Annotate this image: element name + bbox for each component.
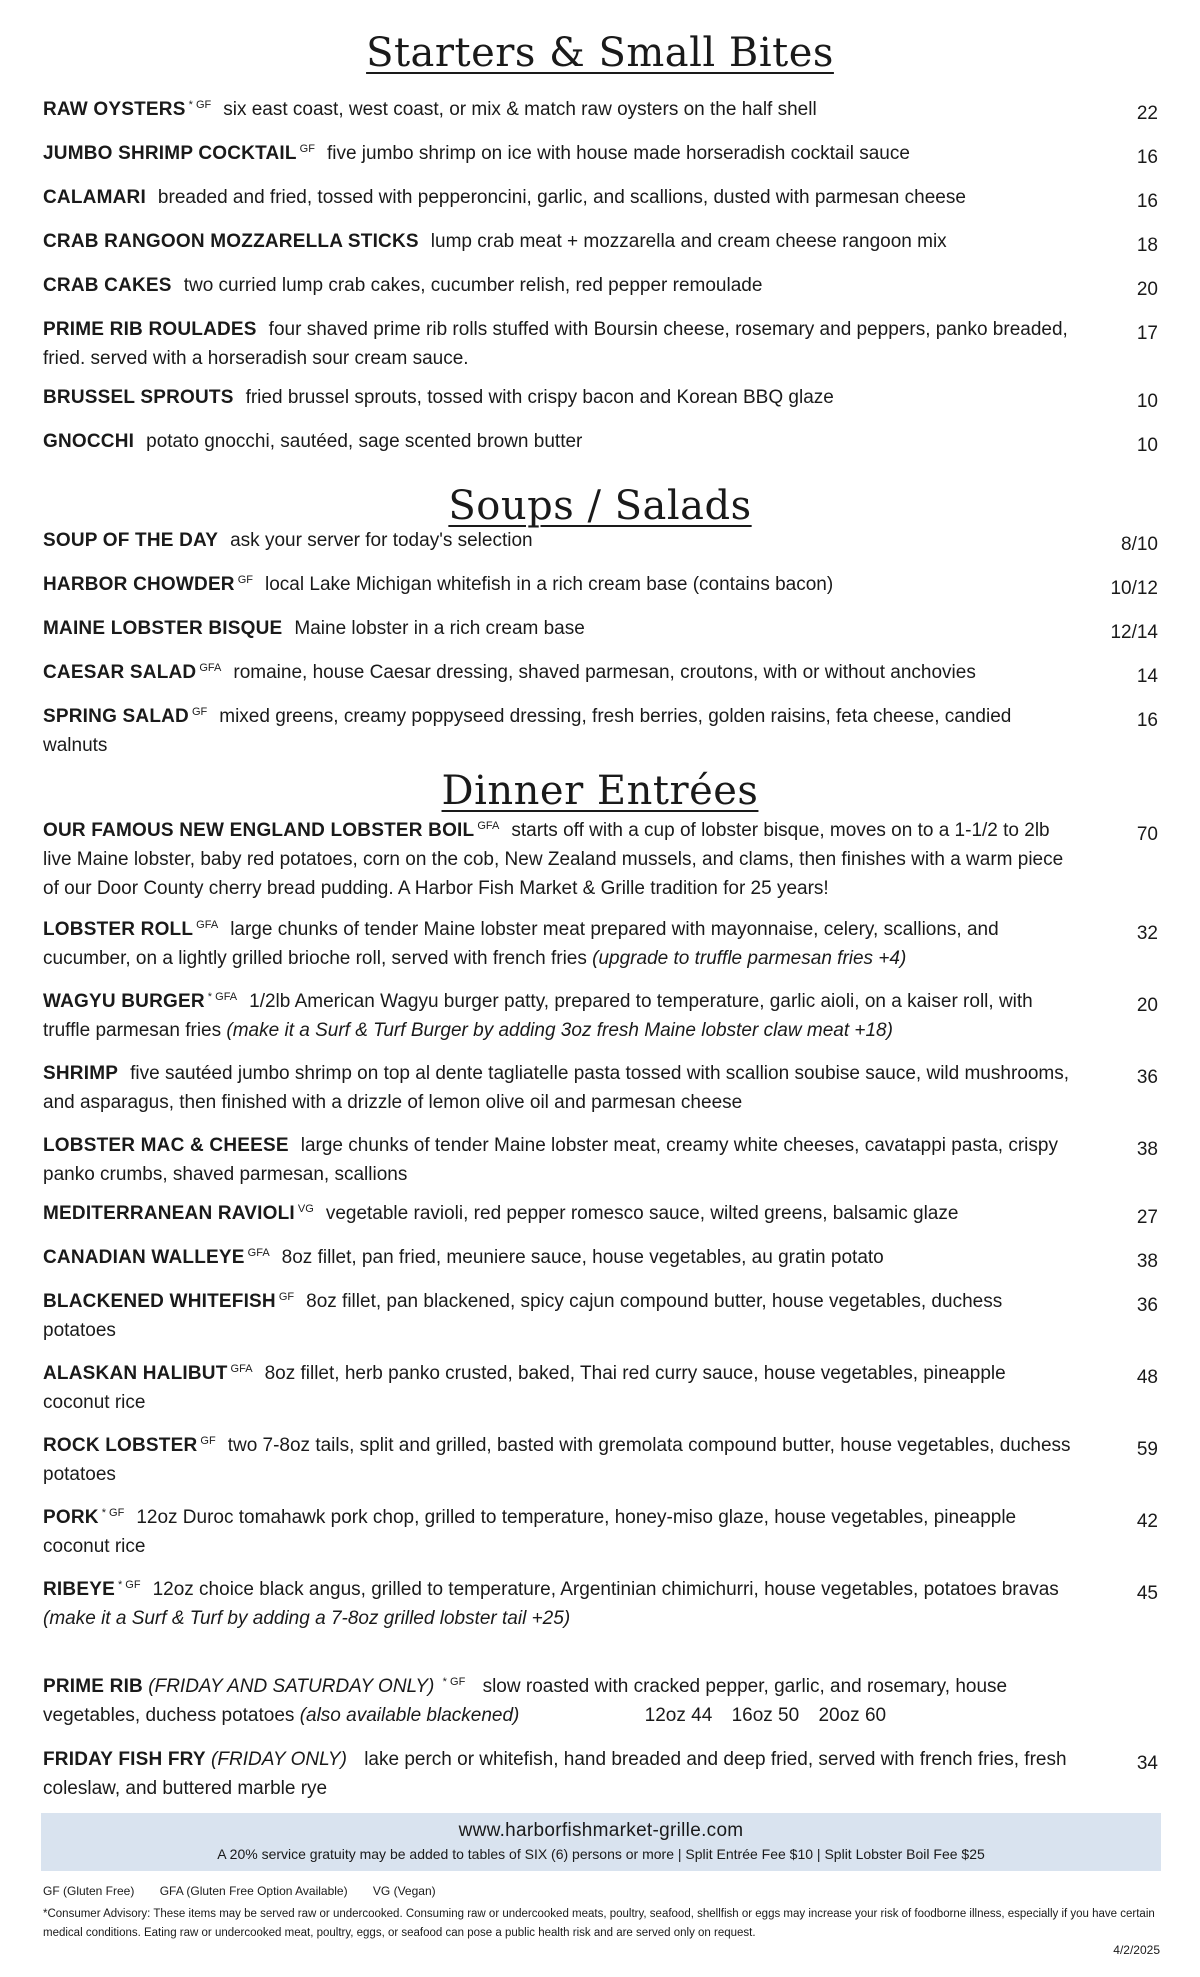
footer-info-box [41, 1813, 1161, 1871]
section-title-starters: Starters & Small Bites [366, 30, 834, 76]
item-note: (make it a Surf & Turf by adding a 7-8oz grilled lobster tail +25) [43, 1608, 571, 1629]
dietary-tag: GFA [199, 661, 222, 674]
item-name: JUMBO SHRIMP COCKTAIL [43, 143, 297, 164]
item-description: potato gnocchi, sautéed, sage scented brown butter [146, 431, 583, 452]
item-description: 8oz fillet, pan blackened, spicy cajun compound butter, house vegetables, duchess potatoes [43, 1291, 1003, 1341]
item-name: MEDITERRANEAN RAVIOLI [43, 1203, 295, 1224]
item-price: 27 [1136, 1207, 1158, 1228]
item-description: vegetable ravioli, red pepper romesco sauce, wilted greens, balsamic glaze [325, 1203, 959, 1224]
item-description: lake perch or whitefish, hand breaded and deep fried, served with french fries, fresh coleslaw, and buttered marble rye [43, 1749, 1067, 1799]
dietary-tag: GFA [196, 918, 219, 931]
item-name: ROCK LOBSTER [43, 1435, 198, 1456]
dietary-tag: * GF [101, 1506, 125, 1519]
dietary-tag: VG [297, 1202, 314, 1215]
item-name: CRAB CAKES [43, 275, 172, 296]
item-description: six east coast, west coast, or mix & match raw oysters on the half shell [223, 99, 817, 120]
menu-item [43, 315, 1158, 373]
item-description: 8oz fillet, pan fried, meuniere sauce, house vegetables, au gratin potato [281, 1247, 884, 1268]
item-description: mixed greens, creamy poppyseed dressing, fresh berries, golden raisins, feta cheese, candied walnuts [43, 706, 1012, 756]
menu-item [43, 614, 1158, 643]
dietary-legend [43, 1884, 458, 1898]
item-name: CRAB RANGOON MOZZARELLA STICKS [43, 231, 419, 252]
item-price: 48 [1136, 1367, 1158, 1388]
item-description: two curried lump crab cakes, cucumber relish, red pepper remoulade [183, 275, 763, 296]
dietary-tag: GF [278, 1290, 295, 1303]
menu-item [43, 987, 1158, 1045]
item-description: ask your server for today's selection [230, 530, 533, 551]
dietary-tag: GFA [477, 819, 500, 832]
menu-item [43, 1243, 1158, 1272]
item-price: 8/10 [1121, 534, 1158, 555]
size-price: 12oz 44 [644, 1705, 713, 1726]
item-name: OUR FAMOUS NEW ENGLAND LOBSTER BOIL [43, 820, 475, 841]
size-price: 16oz 50 [731, 1705, 800, 1726]
dietary-tag: GFA [230, 1362, 253, 1375]
menu-item [43, 1359, 1158, 1417]
item-name: CANADIAN WALLEYE [43, 1247, 245, 1268]
dietary-tag: GF [191, 705, 208, 718]
item-name: BLACKENED WHITEFISH [43, 1291, 276, 1312]
dietary-tag: GF [299, 142, 315, 155]
item-price: 38 [1136, 1251, 1158, 1272]
item-price: 70 [1136, 824, 1158, 845]
section-title-dinner-entrees: Dinner Entrées [441, 768, 759, 814]
item-description: 8oz fillet, herb panko crusted, baked, Thai red curry sauce, house vegetables, pineapple coconut rice [43, 1363, 1006, 1413]
item-description: five sautéed jumbo shrimp on top al dente tagliatelle pasta tossed with scallion soubise sauce, wild mushrooms, and asparagus, then finished with a drizzle of lemon olive oil and parmesan cheese [43, 1063, 1070, 1113]
item-description: fried brussel sprouts, tossed with crispy bacon and Korean BBQ glaze [245, 387, 834, 408]
item-name: SHRIMP [43, 1063, 119, 1084]
item-description: 1/2lb American Wagyu burger patty, prepared to temperature, garlic aioli, on a kaiser roll, with truffle parmesan fries [43, 991, 1033, 1041]
size-price: 20oz 60 [818, 1705, 887, 1726]
item-name: SOUP OF THE DAY [43, 530, 219, 551]
item-price: 20 [1136, 995, 1158, 1016]
item-name: PRIME RIB ROULADES [43, 319, 257, 340]
item-description: four shaved prime rib rolls stuffed with Boursin cheese, rosemary and peppers, panko breaded, fried. served with a horseradish sour cream sauce. [43, 319, 1068, 369]
dietary-tag: GFA [247, 1246, 270, 1259]
item-description: five jumbo shrimp on ice with house made horseradish cocktail sauce [326, 143, 910, 164]
item-description: romaine, house Caesar dressing, shaved parmesan, croutons, with or without anchovies [233, 662, 976, 683]
item-description: slow roasted with cracked pepper, garlic, and rosemary, house vegetables, duchess potatoes [43, 1676, 1008, 1726]
item-description: local Lake Michigan whitefish in a rich cream base (contains bacon) [265, 574, 834, 595]
dietary-tag: * GF [442, 1675, 466, 1688]
item-name: LOBSTER ROLL [43, 919, 194, 940]
item-name: PRIME RIB [43, 1676, 143, 1697]
item-price: 20 [1136, 279, 1158, 300]
item-description: 12oz choice black angus, grilled to temperature, Argentinian chimichurri, house vegetables, potatoes bravas [152, 1579, 1059, 1600]
item-price: 14 [1136, 666, 1158, 687]
item-name: FRIDAY FISH FRY [43, 1749, 206, 1770]
service-fee-note: A 20% service gratuity may be added to tables of SIX (6) persons or more | Split Entrée Fee $10 | Split Lobster Boil Fee $25 [217, 1846, 985, 1862]
dietary-tag: GF [200, 1434, 216, 1447]
dietary-tag: * GF [188, 98, 212, 111]
item-price: 59 [1136, 1439, 1158, 1460]
menu-item [43, 427, 1158, 456]
item-name: CALAMARI [43, 187, 146, 208]
legend-vg: VG (Vegan) [372, 1884, 436, 1898]
legend-gfa: GFA (Gluten Free Option Available) [159, 1884, 348, 1898]
menu-item [43, 271, 1158, 300]
menu-item [43, 183, 1158, 212]
item-price: 17 [1136, 323, 1158, 344]
item-price: 42 [1136, 1511, 1158, 1532]
item-price: 34 [1136, 1753, 1158, 1774]
item-name: LOBSTER MAC & CHEESE [43, 1135, 289, 1156]
consumer-advisory: *Consumer Advisory: These items may be served raw or undercooked. Consuming raw or undercooked meats, poultry, seafood, shellfish or eggs may increase your risk of foodborne illness, especially if you have certain medical conditions. Eating raw or undercooked meat, poultry, eggs, or seafood can pose a public health risk and are served only on request. [43, 1908, 1155, 1939]
menu-item [43, 227, 1158, 256]
item-qualifier: (FRIDAY ONLY) [211, 1749, 347, 1770]
menu-item [43, 95, 1158, 124]
item-price: 16 [1136, 191, 1158, 212]
item-price: 18 [1136, 235, 1158, 256]
item-price: 36 [1136, 1067, 1158, 1088]
item-price: 16 [1136, 710, 1158, 731]
menu-item-friday-fish-fry [43, 1745, 1158, 1803]
item-description: lump crab meat + mozzarella and cream cheese rangoon mix [430, 231, 947, 252]
legend-gf: GF (Gluten Free) [43, 1884, 135, 1898]
website-link[interactable]: www.harborfishmarket-grille.com [458, 1820, 744, 1841]
menu-item [43, 1575, 1158, 1633]
menu-item-prime-rib [43, 1672, 1158, 1730]
dietary-tag: GF [237, 573, 254, 586]
menu-item [43, 526, 1158, 555]
item-name: BRUSSEL SPROUTS [43, 387, 234, 408]
item-name: PORK [43, 1507, 99, 1528]
menu-item [43, 570, 1158, 599]
item-name: SPRING SALAD [43, 706, 189, 727]
item-description: starts off with a cup of lobster bisque, moves on to a 1-1/2 to 2lb live Maine lobster, baby red potatoes, corn on the cob, New Zealand mussels, and clams, then finishes with a warm piece of our Door County cherry bread pudding. A Harbor Fish Market & Grille tradition for 25 years! [43, 820, 1064, 899]
item-name: RIBEYE [43, 1579, 115, 1600]
menu-item [43, 1287, 1158, 1345]
item-description: two 7-8oz tails, split and grilled, basted with gremolata compound butter, house vegetables, duchess potatoes [43, 1435, 1071, 1485]
item-note: (make it a Surf & Turf Burger by adding 3oz fresh Maine lobster claw meat +18) [226, 1020, 893, 1041]
item-name: RAW OYSTERS [43, 99, 186, 120]
item-name: HARBOR CHOWDER [43, 574, 235, 595]
menu-item [43, 1131, 1158, 1189]
dietary-tag: * GFA [207, 990, 238, 1003]
item-price: 12/14 [1110, 622, 1158, 643]
item-name: WAGYU BURGER [43, 991, 205, 1012]
item-price: 10 [1136, 435, 1158, 456]
item-description: large chunks of tender Maine lobster meat prepared with mayonnaise, celery, scallions, and cucumber, on a lightly grilled brioche roll, served with french fries [43, 919, 999, 969]
menu-item [43, 1059, 1158, 1117]
dietary-tag: * GF [117, 1578, 141, 1591]
menu-item [43, 915, 1158, 973]
item-price: 10 [1136, 391, 1158, 412]
item-price: 45 [1136, 1583, 1158, 1604]
item-name: ALASKAN HALIBUT [43, 1363, 228, 1384]
menu-item [43, 383, 1158, 412]
item-description: 12oz Duroc tomahawk pork chop, grilled to temperature, honey-miso glaze, house vegetables, pineapple coconut rice [43, 1507, 1017, 1557]
item-description: breaded and fried, tossed with pepperoncini, garlic, and scallions, dusted with parmesan cheese [157, 187, 966, 208]
menu-item [43, 658, 1158, 687]
item-price: 36 [1136, 1295, 1158, 1316]
menu-item [43, 1431, 1158, 1489]
item-qualifier: (FRIDAY AND SATURDAY ONLY) [148, 1676, 435, 1697]
item-price: 10/12 [1110, 578, 1158, 599]
item-note: (also available blackened) [299, 1705, 520, 1726]
item-price: 16 [1136, 147, 1158, 168]
menu-item [43, 816, 1158, 903]
item-description: large chunks of tender Maine lobster meat, creamy white cheeses, cavatappi pasta, crispy panko crumbs, shaved parmesan, scallions [43, 1135, 1058, 1185]
item-description: Maine lobster in a rich cream base [294, 618, 585, 639]
item-name: CAESAR SALAD [43, 662, 197, 683]
menu-item [43, 1503, 1158, 1561]
menu-item [43, 1199, 1158, 1228]
section-title-soups-salads: Soups / Salads [448, 483, 752, 529]
item-price: 38 [1136, 1139, 1158, 1160]
menu-item [43, 139, 1158, 168]
item-name: MAINE LOBSTER BISQUE [43, 618, 283, 639]
item-price: 32 [1136, 923, 1158, 944]
item-note: (upgrade to truffle parmesan fries +4) [592, 948, 907, 969]
item-name: GNOCCHI [43, 431, 135, 452]
menu-item [43, 702, 1158, 760]
size-price-list [645, 1701, 900, 1730]
item-price: 22 [1136, 103, 1158, 124]
menu-date: 4/2/2025 [1113, 1943, 1160, 1957]
